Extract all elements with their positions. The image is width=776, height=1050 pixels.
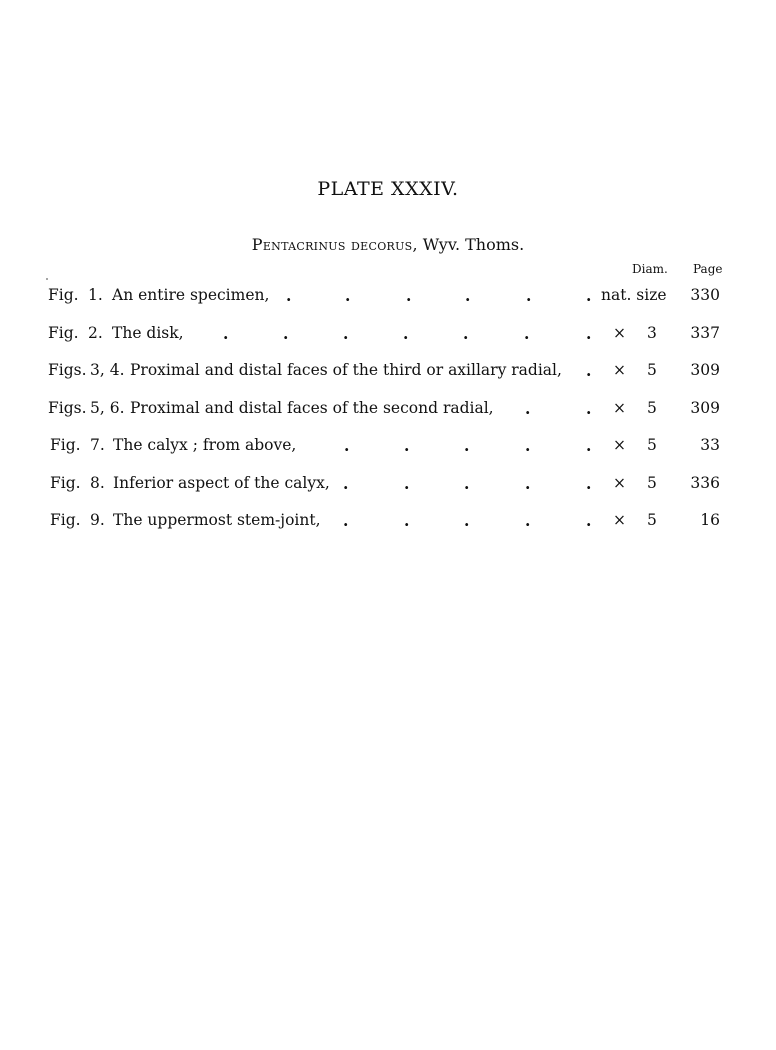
- figure-number: 1.: [88, 286, 103, 304]
- magnification: 5: [647, 511, 657, 529]
- page-number: 330: [690, 286, 720, 304]
- figure-number: 8.: [90, 474, 105, 492]
- leader-dot: .: [586, 286, 592, 305]
- leader-dot: .: [586, 474, 592, 493]
- species-authority: , Wyv. Thoms.: [412, 235, 525, 254]
- species-name: Pentacrinus decorus: [251, 235, 413, 254]
- diam-column-header: Diam.: [632, 262, 668, 276]
- leader-dot: .: [465, 286, 471, 305]
- page-number: 16: [700, 511, 720, 529]
- leader-dot: .: [286, 286, 292, 305]
- figure-number: 2.: [88, 324, 103, 342]
- page-number: 33: [700, 436, 720, 454]
- figure-description: An entire specimen,: [112, 286, 270, 304]
- figure-label: Figs.: [48, 399, 87, 417]
- figure-label: Fig.: [48, 324, 79, 342]
- figure-row-1: [48, 286, 728, 308]
- leader-dot: .: [525, 474, 531, 493]
- leader-dot: .: [283, 324, 289, 343]
- leader-dot: .: [403, 324, 409, 343]
- leader-dot: .: [404, 511, 410, 530]
- figure-label: Fig.: [50, 436, 81, 454]
- figure-label: Figs.: [48, 361, 87, 379]
- figure-description: The calyx ; from above,: [113, 436, 297, 454]
- figure-number: 7.: [90, 436, 105, 454]
- figure-row-5: [50, 436, 728, 458]
- plate-title: PLATE XXXIV.: [317, 178, 459, 200]
- magnification: nat. size: [601, 286, 667, 304]
- figure-label: Fig.: [50, 474, 81, 492]
- leader-dot: .: [525, 436, 531, 455]
- magnification: 5: [647, 361, 657, 379]
- page-column-header: Page: [693, 262, 723, 276]
- leader-dot: .: [586, 511, 592, 530]
- leader-dot: .: [525, 511, 531, 530]
- times-sign: ×: [613, 361, 626, 379]
- page-number: 309: [690, 399, 720, 417]
- magnification: 5: [647, 474, 657, 492]
- leader-dot: .: [343, 474, 349, 493]
- figure-label: Fig.: [50, 511, 81, 529]
- figure-description: Proximal and distal faces of the second radial,: [130, 399, 494, 417]
- figure-number: 5, 6.: [90, 399, 125, 417]
- leader-dot: .: [525, 399, 531, 418]
- leader-dot: .: [404, 436, 410, 455]
- leader-dot: .: [404, 474, 410, 493]
- magnification: 3: [647, 324, 657, 342]
- figure-description: Proximal and distal faces of the third or axillary radial,: [130, 361, 562, 379]
- leader-dot: .: [524, 324, 530, 343]
- leader-dot: .: [343, 511, 349, 530]
- magnification: 5: [647, 399, 657, 417]
- figure-row-6: [50, 474, 728, 496]
- leader-dot: .: [586, 361, 592, 380]
- leader-dot: .: [464, 474, 470, 493]
- leader-dot: .: [526, 286, 532, 305]
- figure-row-4: [48, 399, 728, 421]
- figure-row-7: [50, 511, 728, 533]
- times-sign: ×: [613, 436, 626, 454]
- times-sign: ×: [613, 511, 626, 529]
- figure-number: 3, 4.: [90, 361, 125, 379]
- page-number: 336: [690, 474, 720, 492]
- leader-dot: .: [464, 436, 470, 455]
- plate-subtitle: [0, 235, 776, 254]
- leader-dot: .: [463, 324, 469, 343]
- times-sign: ×: [613, 399, 626, 417]
- figure-description: Inferior aspect of the calyx,: [113, 474, 330, 492]
- times-sign: ×: [613, 474, 626, 492]
- leader-dot: .: [344, 436, 350, 455]
- stray-mark: [46, 278, 48, 280]
- figure-row-3: [48, 361, 728, 383]
- leader-dot: .: [343, 324, 349, 343]
- leader-dot: .: [586, 399, 592, 418]
- figure-row-2: [48, 324, 728, 346]
- times-sign: ×: [613, 324, 626, 342]
- page-number: 309: [690, 361, 720, 379]
- figure-description: The disk,: [112, 324, 184, 342]
- figure-description: The uppermost stem-joint,: [113, 511, 321, 529]
- leader-dot: .: [406, 286, 412, 305]
- leader-dot: .: [345, 286, 351, 305]
- figure-label: Fig.: [48, 286, 79, 304]
- figure-number: 9.: [90, 511, 105, 529]
- leader-dot: .: [464, 511, 470, 530]
- page-number: 337: [690, 324, 720, 342]
- leader-dot: .: [223, 324, 229, 343]
- leader-dot: .: [586, 436, 592, 455]
- leader-dot: .: [586, 324, 592, 343]
- magnification: 5: [647, 436, 657, 454]
